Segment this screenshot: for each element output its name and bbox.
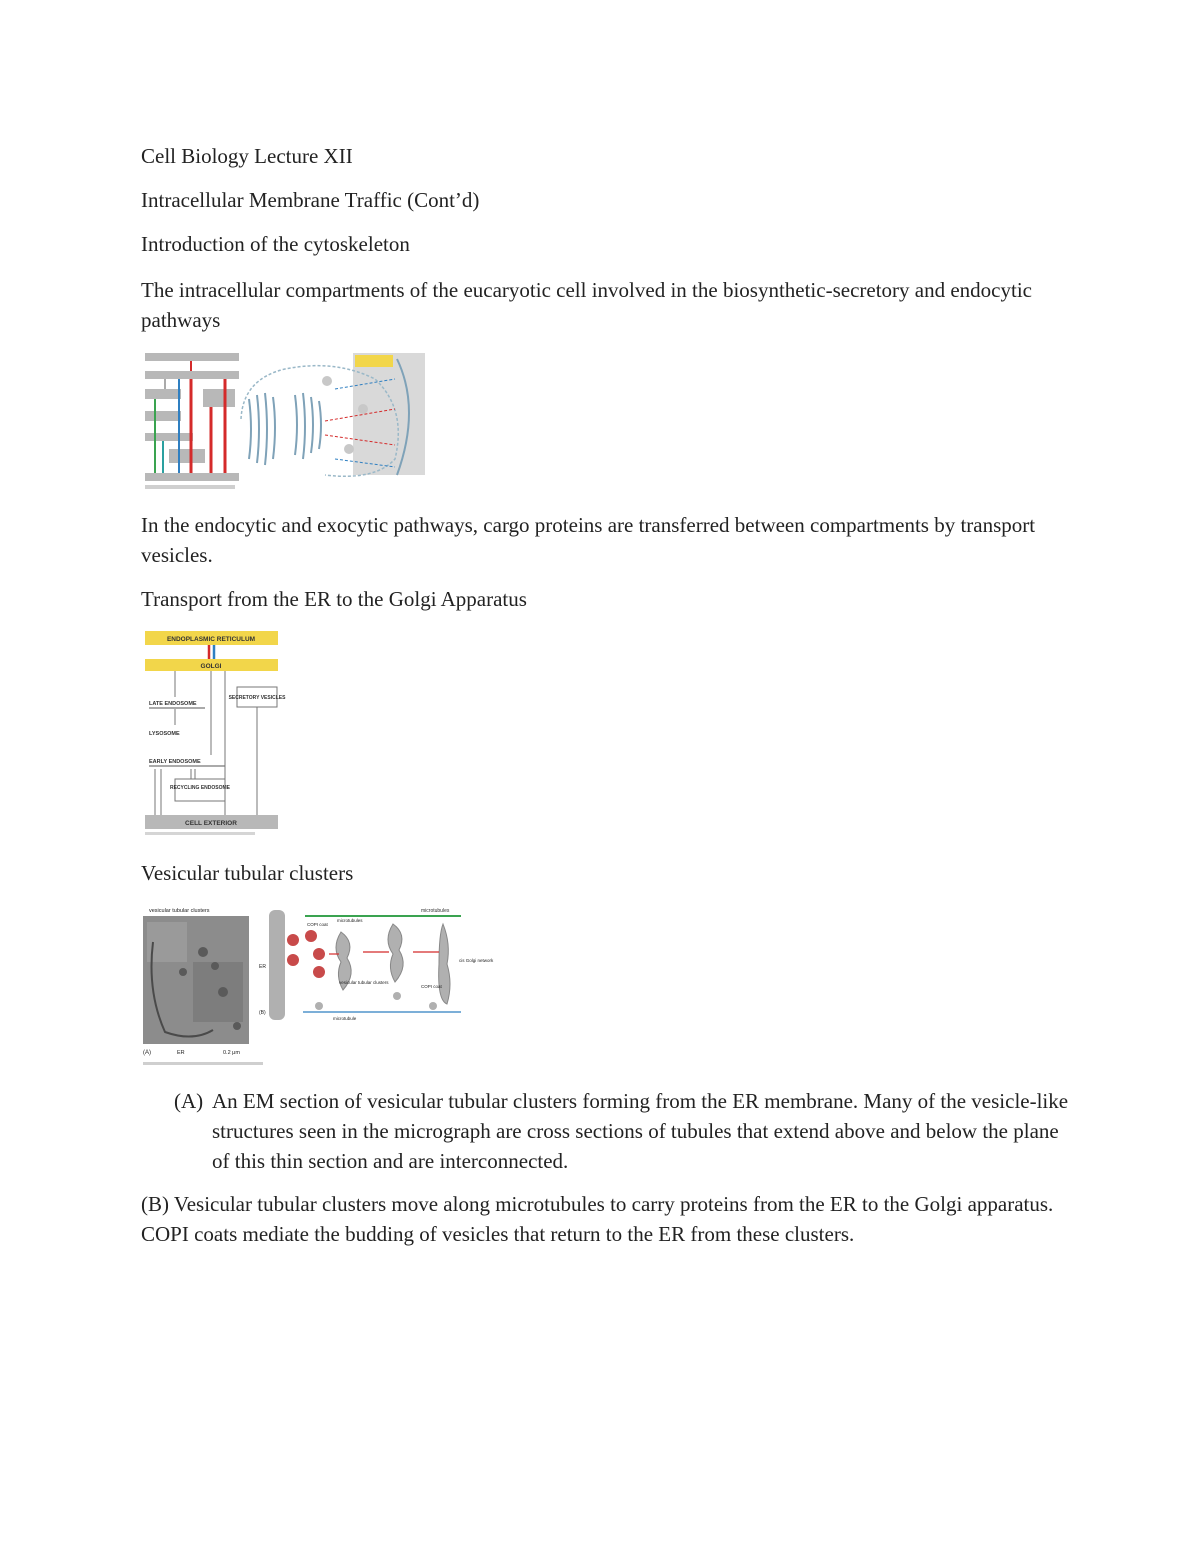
list-marker-a: (A) bbox=[174, 1089, 204, 1113]
copi-coat-label: COPI coat bbox=[307, 922, 328, 927]
lysosome-label: LYSOSOME bbox=[149, 731, 180, 737]
vtc-figure bbox=[143, 902, 494, 1070]
paragraph-b: (B) Vesicular tubular clusters move along microtubules to carry proteins from the ER to the Golgi apparatus. COPI coats mediate the budding of vesicles that return to the ER from these clusters. bbox=[141, 1192, 1054, 1246]
panel-b-label: (B) bbox=[259, 1010, 266, 1016]
heading-er-to-golgi: Transport from the ER to the Golgi Apparatus bbox=[141, 587, 527, 611]
secretory-vesicles-label: SECRETORY VESICLES bbox=[228, 695, 286, 701]
microtubules-label: microtubules bbox=[337, 918, 363, 923]
vtc-bottom-label: vesicular tubular clusters bbox=[339, 980, 389, 985]
early-endosome-label: EARLY ENDOSOME bbox=[149, 759, 201, 765]
document-title: Cell Biology Lecture XII bbox=[141, 144, 353, 168]
er-box-label: ENDOPLASMIC RETICULUM bbox=[166, 636, 256, 643]
heading-vesicular-tubular-clusters: Vesicular tubular clusters bbox=[141, 861, 354, 885]
scale-bar-label: 0.2 μm bbox=[223, 1050, 240, 1056]
paragraph-compartments: The intracellular compartments of the eucaryotic cell involved in the biosynthetic-secretory and endocytic pathways bbox=[141, 278, 1032, 332]
golgi-box-label: GOLGI bbox=[200, 663, 222, 670]
topic-heading: Introduction of the cytoskeleton bbox=[141, 232, 410, 256]
microtubule-bottom-label: microtubule bbox=[333, 1016, 357, 1021]
vtc-micrograph-label: vesicular tubular clusters bbox=[149, 908, 210, 914]
er-golgi-diagram bbox=[145, 629, 286, 837]
compartments-figure bbox=[145, 349, 425, 495]
document-subtitle: Intracellular Membrane Traffic (Cont’d) bbox=[141, 188, 480, 212]
cell-exterior-label: CELL EXTERIOR bbox=[185, 820, 237, 827]
list-text-a: An EM section of vesicular tubular clusters forming from the ER membrane. Many of the vesicle-like structures seen in the micrograph are cross sections of tubules that extend above and below the plane of this thin section and are interconnected. bbox=[212, 1089, 1069, 1173]
em-micrograph bbox=[143, 908, 263, 1065]
paragraph-transport-vesicles: In the endocytic and exocytic pathways, cargo proteins are transferred between compartments by transport vesicles. bbox=[141, 513, 1036, 567]
cis-golgi-label: cis Golgi network bbox=[459, 958, 494, 963]
recycling-endosome-label: RECYCLING ENDOSOME bbox=[169, 785, 231, 791]
late-endosome-label: LATE ENDOSOME bbox=[149, 701, 197, 707]
schematic-er-label: ER bbox=[259, 964, 266, 970]
microtubule-top-label: microtubules bbox=[421, 908, 450, 914]
micrograph-er-label: ER bbox=[177, 1050, 185, 1056]
copi-coat-bottom-label: COPI coat bbox=[421, 984, 442, 989]
panel-a-label: (A) bbox=[143, 1050, 151, 1056]
list-item-a bbox=[174, 1086, 1074, 1176]
